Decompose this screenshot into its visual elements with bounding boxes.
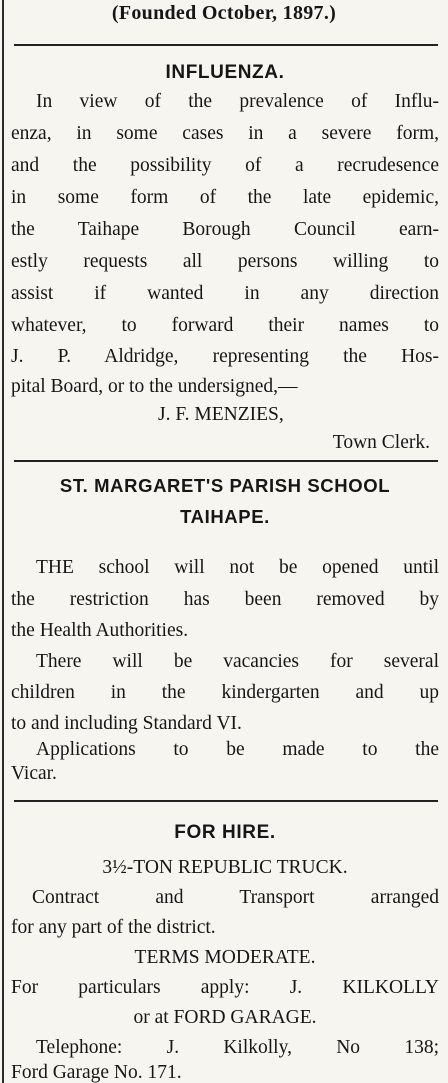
divider <box>14 44 438 46</box>
notice-line: enza, in some cases in a severe form, <box>11 123 439 144</box>
notice-line: the Taihape Borough Council earn- <box>11 219 439 240</box>
notice-line: Applications to be made to the <box>36 739 439 760</box>
hire-heading: FOR HIRE. <box>174 822 276 843</box>
notice-line: the Health Authorities. <box>11 620 189 641</box>
influenza-heading: INFLUENZA. <box>165 62 285 83</box>
column-border <box>2 0 4 1083</box>
notice-line: Vicar. <box>11 763 57 784</box>
notice-line: assist if wanted in any direction <box>11 283 439 304</box>
notice-line: TERMS MODERATE. <box>134 947 316 968</box>
notice-line: In view of the prevalence of Influ- <box>36 91 439 112</box>
notice-line: in some form of the late epidemic, <box>11 187 439 208</box>
notice-line: or at FORD GARAGE. <box>133 1007 317 1028</box>
notice-line: children in the kindergarten and up <box>11 682 439 703</box>
notice-line: 3½-TON REPUBLIC TRUCK. <box>102 857 348 878</box>
school-heading: ST. MARGARET'S PARISH SCHOOL <box>59 475 391 496</box>
notice-line: Contract and Transport arranged <box>32 887 439 908</box>
divider <box>14 460 438 462</box>
notice-line: and the possibility of a recrudesence <box>11 155 439 176</box>
notice-line: There will be vacancies for several <box>36 651 439 672</box>
notice-line: For particulars apply: J. KILKOLLY <box>11 977 439 998</box>
notice-line: estly requests all persons willing to <box>11 251 439 272</box>
notice-line: J. P. Aldridge, representing the Hos- <box>11 346 439 367</box>
notice-line: Telephone: J. Kilkolly, No 138; <box>36 1037 439 1058</box>
notice-line: for any part of the district. <box>11 917 216 938</box>
school-subheading: TAIHAPE. <box>180 506 270 527</box>
signatory-title: Town Clerk. <box>332 432 430 453</box>
notice-line: pital Board, or to the undersigned,— <box>11 376 298 397</box>
divider <box>14 800 438 802</box>
notice-line: to and including Standard VI. <box>11 713 242 734</box>
notice-line: whatever, to forward their names to <box>11 315 439 336</box>
notice-line: THE school will not be opened until <box>36 557 439 578</box>
founded-line: (Founded October, 1897.) <box>111 2 337 24</box>
notice-line: the restriction has been removed by <box>11 589 439 610</box>
signatory-name: J. F. MENZIES, <box>158 404 284 425</box>
notice-line: Ford Garage No. 171. <box>11 1062 182 1083</box>
